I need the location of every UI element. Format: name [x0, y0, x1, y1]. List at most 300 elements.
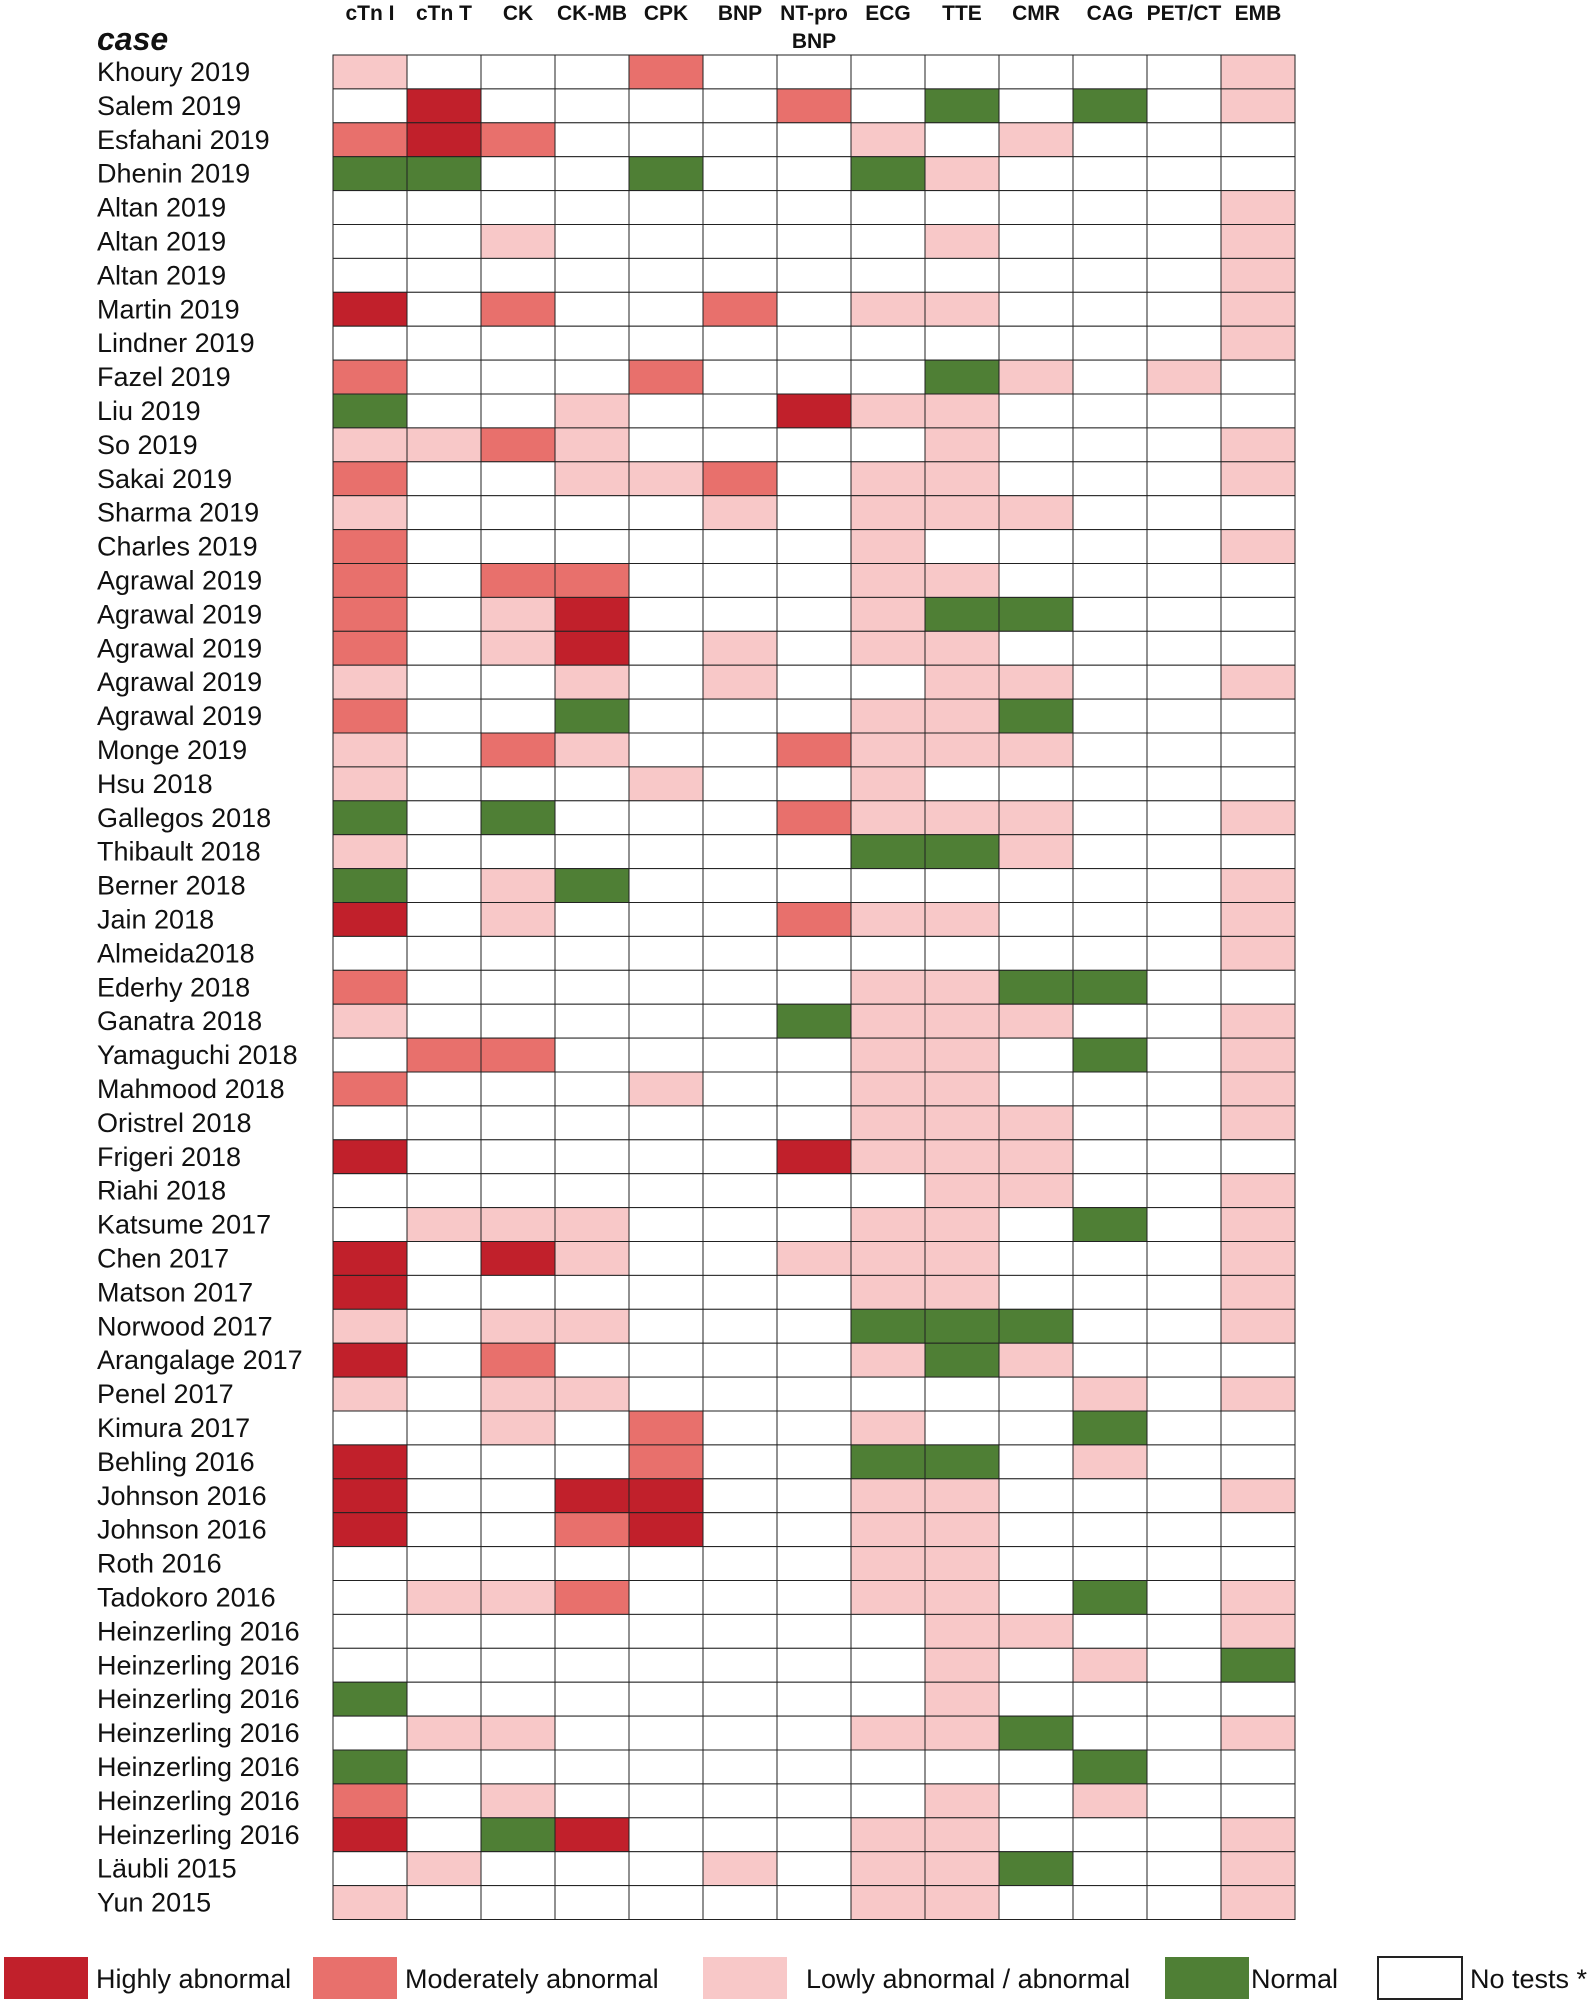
row-label: Almeida2018: [97, 938, 255, 969]
heatmap-cell: [555, 157, 629, 191]
heatmap-cell: [1147, 936, 1221, 970]
column-label-ctn-t: cTn T: [416, 2, 472, 25]
heatmap-cell: [1221, 394, 1295, 428]
heatmap-cell: [481, 1581, 555, 1615]
heatmap-cell: [555, 1174, 629, 1208]
heatmap-cell: [1147, 123, 1221, 157]
heatmap-cell: [333, 936, 407, 970]
heatmap-cell: [925, 631, 999, 665]
heatmap-cell: [1073, 903, 1147, 937]
heatmap-cell: [851, 1377, 925, 1411]
legend-label-moderately-abnormal: Moderately abnormal: [405, 1964, 659, 1994]
heatmap-cell: [925, 1614, 999, 1648]
heatmap-cell: [1147, 462, 1221, 496]
heatmap-cell: [1073, 1886, 1147, 1920]
heatmap-cell: [1221, 1242, 1295, 1276]
heatmap-cell: [1147, 1242, 1221, 1276]
heatmap-cell: [1221, 1479, 1295, 1513]
heatmap-cell: [1221, 936, 1295, 970]
heatmap-cell: [407, 767, 481, 801]
heatmap-cell: [777, 394, 851, 428]
heatmap-cell: [333, 225, 407, 259]
heatmap-cell: [481, 496, 555, 530]
heatmap-cell: [407, 1106, 481, 1140]
heatmap-cell: [407, 1818, 481, 1852]
heatmap-cell: [629, 360, 703, 394]
column-label-emb: EMB: [1234, 2, 1282, 25]
heatmap-cell: [851, 89, 925, 123]
heatmap-cell: [1073, 191, 1147, 225]
heatmap-cell: [1221, 1581, 1295, 1615]
heatmap-cell: [851, 530, 925, 564]
heatmap-cell: [999, 1547, 1073, 1581]
heatmap-cell: [333, 1411, 407, 1445]
heatmap-cell: [1073, 1547, 1147, 1581]
heatmap-cell: [851, 55, 925, 89]
heatmap-cell: [1073, 1106, 1147, 1140]
heatmap-cell: [555, 1106, 629, 1140]
heatmap-cell: [851, 292, 925, 326]
heatmap-cell: [1147, 1411, 1221, 1445]
heatmap-cell: [851, 1174, 925, 1208]
heatmap-cell: [999, 869, 1073, 903]
heatmap-cell: [851, 1445, 925, 1479]
heatmap-cell: [333, 292, 407, 326]
heatmap-cell: [1147, 1309, 1221, 1343]
row-labels: [97, 57, 303, 1918]
heatmap-cell: [925, 1750, 999, 1784]
heatmap-cell: [481, 1682, 555, 1716]
heatmap-cell: [555, 801, 629, 835]
heatmap-cell: [999, 1275, 1073, 1309]
row-label: Johnson 2016: [97, 1480, 267, 1511]
heatmap-cell: [703, 1818, 777, 1852]
heatmap-cell: [925, 225, 999, 259]
heatmap-cell: [703, 1886, 777, 1920]
heatmap-cell: [1073, 1614, 1147, 1648]
heatmap-cell: [481, 631, 555, 665]
row-label: Altan 2019: [97, 192, 227, 223]
heatmap-cell: [333, 1208, 407, 1242]
heatmap-cell: [925, 1106, 999, 1140]
heatmap-cell: [1221, 1716, 1295, 1750]
heatmap-cell: [925, 1242, 999, 1276]
heatmap-cell: [407, 1411, 481, 1445]
heatmap-cell: [1221, 970, 1295, 1004]
row-label: Altan 2019: [97, 226, 227, 257]
heatmap-cell: [925, 496, 999, 530]
heatmap-cell: [333, 801, 407, 835]
heatmap-cell: [1147, 767, 1221, 801]
heatmap-cell: [1073, 428, 1147, 462]
heatmap-cell: [851, 631, 925, 665]
heatmap-cell: [1221, 903, 1295, 937]
heatmap-cell: [481, 564, 555, 598]
heatmap-cell: [481, 1106, 555, 1140]
heatmap-cell: [407, 55, 481, 89]
heatmap-cell: [629, 225, 703, 259]
heatmap-cell: [333, 665, 407, 699]
heatmap-cell: [851, 258, 925, 292]
heatmap-cell: [851, 1852, 925, 1886]
heatmap-cell: [555, 1818, 629, 1852]
heatmap-cell: [1147, 428, 1221, 462]
heatmap-cell: [777, 767, 851, 801]
heatmap-cell: [333, 1716, 407, 1750]
heatmap-cell: [629, 1513, 703, 1547]
heatmap-cell: [925, 699, 999, 733]
heatmap-cell: [999, 157, 1073, 191]
heatmap-cell: [481, 1784, 555, 1818]
heatmap-cell: [555, 55, 629, 89]
heatmap-cell: [481, 597, 555, 631]
heatmap-cell: [1221, 89, 1295, 123]
heatmap-cell: [1147, 1445, 1221, 1479]
heatmap-cell: [555, 1784, 629, 1818]
heatmap-cell: [999, 970, 1073, 1004]
heatmap-cell: [629, 292, 703, 326]
heatmap-cell: [1073, 1275, 1147, 1309]
heatmap-cell: [407, 1852, 481, 1886]
heatmap-cell: [333, 530, 407, 564]
row-label: Behling 2016: [97, 1446, 255, 1477]
heatmap-cell: [1147, 564, 1221, 598]
row-label: Sakai 2019: [97, 463, 233, 494]
heatmap-cell: [925, 1648, 999, 1682]
heatmap-cell: [333, 1614, 407, 1648]
heatmap-cell: [1147, 801, 1221, 835]
heatmap-cell: [703, 1377, 777, 1411]
row-label: Heinzerling 2016: [97, 1684, 300, 1715]
heatmap-cell: [851, 1648, 925, 1682]
heatmap-cell: [851, 1208, 925, 1242]
heatmap-cell: [851, 767, 925, 801]
heatmap-cell: [1147, 1682, 1221, 1716]
heatmap-cell: [851, 1581, 925, 1615]
heatmap-cell: [777, 1886, 851, 1920]
heatmap-cell: [999, 496, 1073, 530]
heatmap-cell: [777, 1547, 851, 1581]
column-label-ck: CK: [502, 2, 534, 25]
heatmap-cell: [999, 1513, 1073, 1547]
heatmap-cells: [333, 55, 1295, 1920]
heatmap-cell: [999, 225, 1073, 259]
heatmap-cell: [1147, 394, 1221, 428]
heatmap-cell: [925, 801, 999, 835]
heatmap-cell: [481, 1208, 555, 1242]
heatmap-cell: [925, 1716, 999, 1750]
heatmap-cell: [481, 1275, 555, 1309]
row-label: Heinzerling 2016: [97, 1751, 300, 1782]
heatmap-cell: [333, 1513, 407, 1547]
heatmap-cell: [555, 631, 629, 665]
heatmap-cell: [703, 1411, 777, 1445]
heatmap-cell: [629, 1377, 703, 1411]
heatmap-cell: [851, 936, 925, 970]
heatmap-cell: [851, 1140, 925, 1174]
heatmap-cell: [407, 1072, 481, 1106]
heatmap-cell: [1147, 597, 1221, 631]
legend-label-lowly-abnormal-abnormal: Lowly abnormal / abnormal: [806, 1964, 1131, 1994]
heatmap-cell: [481, 462, 555, 496]
heatmap-cell: [1147, 1208, 1221, 1242]
row-label: Fazel 2019: [97, 362, 231, 393]
heatmap-cell: [851, 1547, 925, 1581]
heatmap-cell: [925, 292, 999, 326]
heatmap-cell: [333, 326, 407, 360]
heatmap-cell: [777, 1106, 851, 1140]
heatmap-cell: [1221, 258, 1295, 292]
heatmap-cell: [1221, 1004, 1295, 1038]
heatmap-cell: [407, 869, 481, 903]
heatmap-cell: [925, 1208, 999, 1242]
heatmap-cell: [999, 835, 1073, 869]
heatmap-cell: [703, 1106, 777, 1140]
heatmap-cell: [629, 767, 703, 801]
heatmap-cell: [1073, 55, 1147, 89]
heatmap-cell: [703, 1072, 777, 1106]
heatmap-cell: [333, 1852, 407, 1886]
heatmap-cell: [481, 1852, 555, 1886]
heatmap-cell: [703, 936, 777, 970]
heatmap-cell: [703, 733, 777, 767]
heatmap-cell: [407, 1377, 481, 1411]
heatmap-cell: [407, 191, 481, 225]
heatmap-cell: [333, 428, 407, 462]
heatmap-cell: [851, 1479, 925, 1513]
heatmap-cell: [925, 1275, 999, 1309]
heatmap-cell: [481, 428, 555, 462]
heatmap-cell: [1221, 699, 1295, 733]
heatmap-cell: [703, 1581, 777, 1615]
heatmap-cell: [481, 1242, 555, 1276]
row-label: Heinzerling 2016: [97, 1819, 300, 1850]
heatmap-cell: [333, 1784, 407, 1818]
heatmap-cell: [333, 1343, 407, 1377]
heatmap-cell: [407, 258, 481, 292]
row-label: Charles 2019: [97, 531, 258, 562]
heatmap-cell: [777, 1648, 851, 1682]
heatmap-cell: [555, 1547, 629, 1581]
heatmap-cell: [481, 530, 555, 564]
heatmap-cell: [333, 89, 407, 123]
heatmap-cell: [999, 530, 1073, 564]
heatmap-cell: [555, 1343, 629, 1377]
heatmap-cell: [1147, 1750, 1221, 1784]
heatmap-cell: [777, 428, 851, 462]
heatmap-cell: [777, 1004, 851, 1038]
heatmap-cell: [851, 564, 925, 598]
heatmap-cell: [555, 360, 629, 394]
heatmap-cell: [407, 292, 481, 326]
row-label: Liu 2019: [97, 395, 201, 426]
heatmap-cell: [333, 157, 407, 191]
heatmap-cell: [555, 1750, 629, 1784]
heatmap-cell: [777, 1174, 851, 1208]
heatmap-cell: [925, 665, 999, 699]
heatmap-cell: [407, 1716, 481, 1750]
heatmap-cell: [481, 1716, 555, 1750]
heatmap-cell: [333, 1648, 407, 1682]
heatmap-cell: [1147, 903, 1221, 937]
heatmap-cell: [1073, 1818, 1147, 1852]
heatmap-cell: [481, 767, 555, 801]
heatmap-cell: [333, 1174, 407, 1208]
heatmap-cell: [481, 869, 555, 903]
heatmap-cell: [629, 89, 703, 123]
heatmap-cell: [629, 1648, 703, 1682]
heatmap-cell: [555, 1479, 629, 1513]
row-label: Thibault 2018: [97, 836, 261, 867]
heatmap-cell: [999, 1750, 1073, 1784]
heatmap-cell: [481, 665, 555, 699]
column-label-nt-pro-bnp: NT-pro BNP: [780, 2, 848, 53]
heatmap-cell: [925, 1445, 999, 1479]
row-label: Matson 2017: [97, 1277, 254, 1308]
heatmap-cell: [481, 1377, 555, 1411]
heatmap-cell: [777, 1208, 851, 1242]
heatmap-cell: [703, 1784, 777, 1818]
heatmap-cell: [1221, 1750, 1295, 1784]
heatmap-cell: [1221, 1547, 1295, 1581]
heatmap-cell: [333, 123, 407, 157]
heatmap-cell: [407, 462, 481, 496]
heatmap-cell: [925, 1852, 999, 1886]
heatmap-cell: [333, 1309, 407, 1343]
heatmap-cell: [481, 1750, 555, 1784]
heatmap-cell: [703, 1174, 777, 1208]
heatmap-cell: [555, 597, 629, 631]
heatmap-cell: [703, 1750, 777, 1784]
heatmap-cell: [999, 1818, 1073, 1852]
heatmap-cell: [777, 1479, 851, 1513]
row-label: Ederhy 2018: [97, 972, 251, 1003]
heatmap-cell: [1147, 1547, 1221, 1581]
row-label: Berner 2018: [97, 870, 246, 901]
row-label: Gallegos 2018: [97, 802, 272, 833]
heatmap-cell: [481, 903, 555, 937]
heatmap-cell: [1221, 665, 1295, 699]
row-label: Yamaguchi 2018: [97, 1040, 298, 1071]
heatmap-cell: [703, 1309, 777, 1343]
heatmap-cell: [1221, 530, 1295, 564]
heatmap-cell: [703, 1479, 777, 1513]
heatmap-cell: [1221, 1208, 1295, 1242]
heatmap-cell: [999, 1581, 1073, 1615]
heatmap-cell: [1073, 530, 1147, 564]
heatmap-cell: [629, 597, 703, 631]
heatmap-cell: [629, 699, 703, 733]
heatmap-cell: [925, 1513, 999, 1547]
row-label: Läubli 2015: [97, 1853, 237, 1884]
row-label: Chen 2017: [97, 1243, 230, 1274]
heatmap-cell: [629, 428, 703, 462]
heatmap-cell: [407, 225, 481, 259]
heatmap-cell: [1221, 428, 1295, 462]
heatmap-cell: [333, 733, 407, 767]
heatmap-cell: [333, 1886, 407, 1920]
heatmap-cell: [629, 530, 703, 564]
heatmap-cell: [333, 1140, 407, 1174]
heatmap-cell: [629, 1614, 703, 1648]
legend-swatch-no-tests: [1378, 1957, 1462, 1999]
heatmap-cell: [703, 699, 777, 733]
heatmap-cell: [407, 1513, 481, 1547]
heatmap-cell: [333, 394, 407, 428]
heatmap-cell: [407, 631, 481, 665]
heatmap-cell: [481, 699, 555, 733]
heatmap-cell: [481, 1648, 555, 1682]
heatmap-cell: [1221, 1038, 1295, 1072]
heatmap-cell: [925, 936, 999, 970]
heatmap-cell: [1147, 1038, 1221, 1072]
heatmap-cell: [925, 903, 999, 937]
heatmap-cell: [1221, 1140, 1295, 1174]
heatmap-cell: [1073, 1242, 1147, 1276]
heatmap-cell: [1147, 699, 1221, 733]
row-label: Riahi 2018: [97, 1175, 227, 1206]
heatmap-cell: [481, 1072, 555, 1106]
heatmap-cell: [407, 1038, 481, 1072]
heatmap-cell: [851, 1886, 925, 1920]
heatmap-cell: [925, 55, 999, 89]
heatmap-cell: [1221, 496, 1295, 530]
heatmap-cell: [555, 1411, 629, 1445]
heatmap-cell: [999, 564, 1073, 598]
heatmap-cell: [481, 225, 555, 259]
heatmap-cell: [703, 1614, 777, 1648]
heatmap-cell: [999, 1038, 1073, 1072]
heatmap-cell: [925, 597, 999, 631]
heatmap-cell: [481, 1886, 555, 1920]
heatmap-cell: [407, 123, 481, 157]
heatmap-cell: [407, 1784, 481, 1818]
heatmap-cell: [1073, 1784, 1147, 1818]
heatmap-cell: [999, 326, 1073, 360]
heatmap-cell: [333, 597, 407, 631]
heatmap-cell: [1073, 1750, 1147, 1784]
heatmap-cell: [851, 1784, 925, 1818]
heatmap-cell: [407, 394, 481, 428]
heatmap-cell: [925, 733, 999, 767]
heatmap-cell: [1147, 733, 1221, 767]
heatmap-cell: [777, 1377, 851, 1411]
row-label: Dhenin 2019: [97, 158, 251, 189]
heatmap-cell: [703, 564, 777, 598]
heatmap-cell: [777, 1411, 851, 1445]
heatmap-cell: [481, 1174, 555, 1208]
heatmap-cell: [999, 258, 1073, 292]
heatmap-cell: [629, 55, 703, 89]
heatmap-cell: [1221, 157, 1295, 191]
heatmap-cell: [851, 225, 925, 259]
heatmap-cell: [1073, 1309, 1147, 1343]
heatmap-cell: [1147, 1784, 1221, 1818]
heatmap-cell: [703, 123, 777, 157]
heatmap-cell: [1147, 1140, 1221, 1174]
heatmap-cell: [925, 1140, 999, 1174]
heatmap-cell: [481, 55, 555, 89]
row-label: Johnson 2016: [97, 1514, 267, 1545]
row-label: Agrawal 2019: [97, 565, 263, 596]
legend-label-normal: Normal: [1251, 1964, 1339, 1994]
heatmap-cell: [1147, 665, 1221, 699]
heatmap-cell: [1073, 564, 1147, 598]
heatmap-cell: [481, 1445, 555, 1479]
heatmap-cell: [703, 258, 777, 292]
heatmap-cell: [777, 1309, 851, 1343]
heatmap-cell: [777, 1343, 851, 1377]
